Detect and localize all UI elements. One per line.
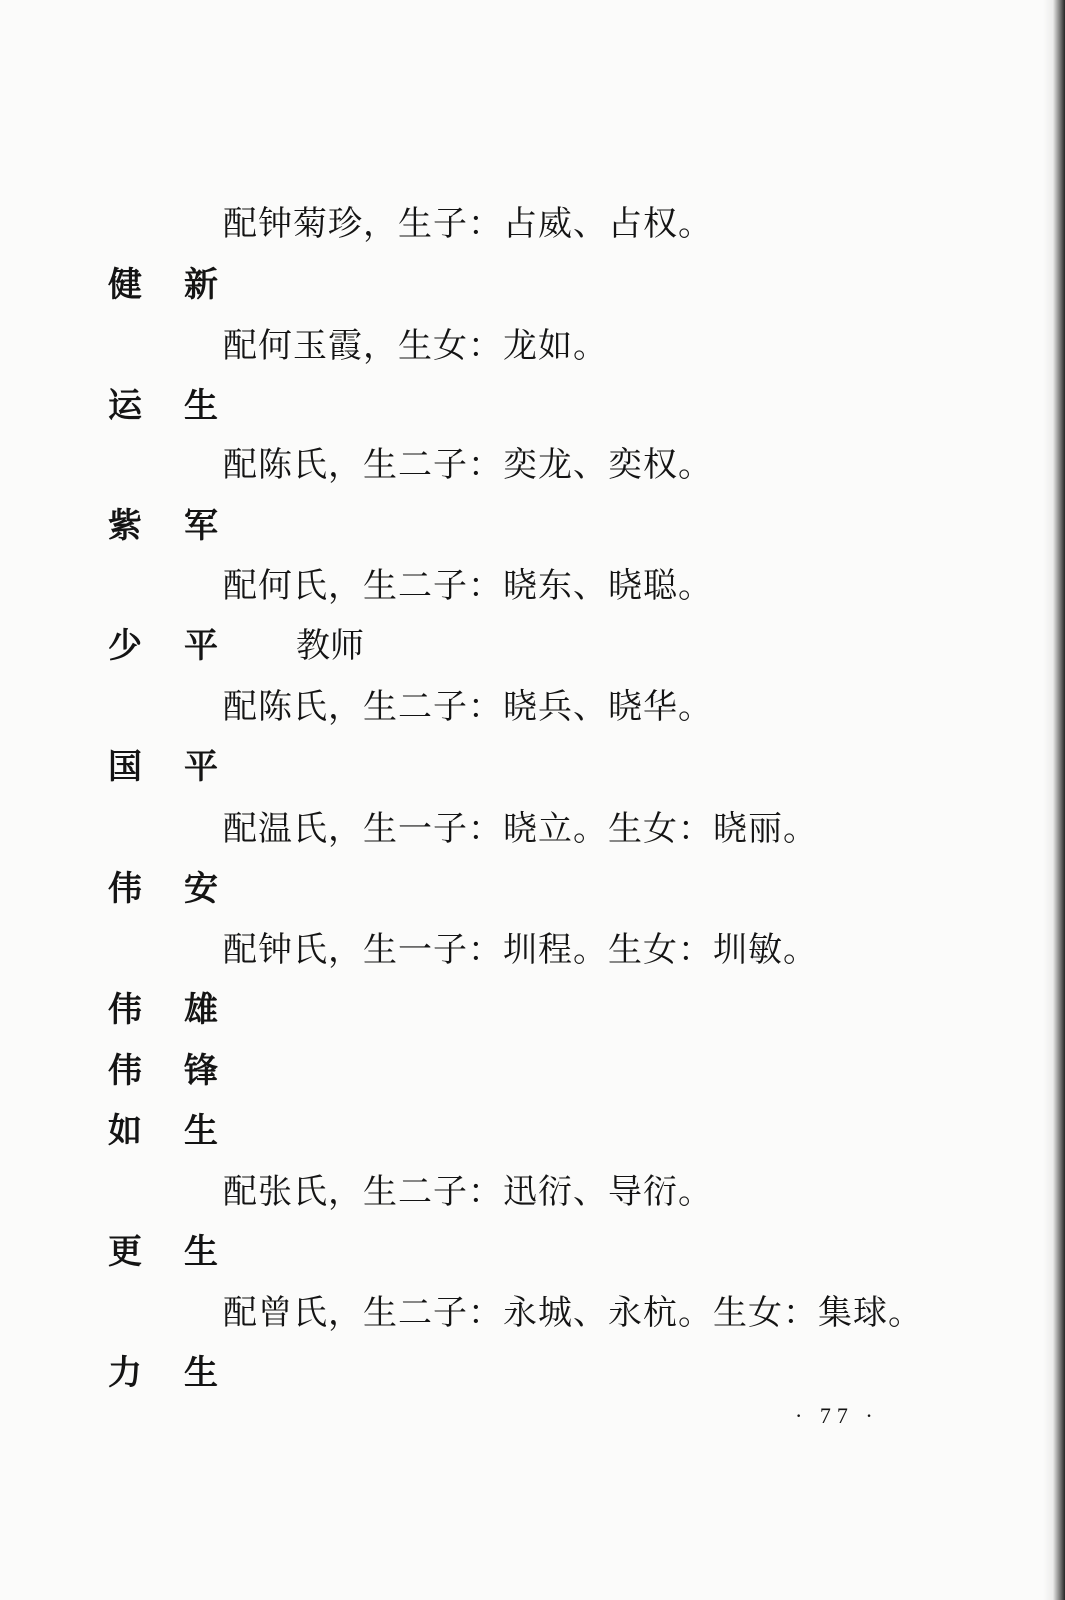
spouse-line: 配曾氏，生二子：永城、永杭。生女：集球。 [223,1293,923,1333]
name-char: 紫 [108,506,142,546]
member-name [108,1345,218,1394]
name-char: 运 [108,386,142,426]
name-char: 生 [184,1232,218,1272]
member-name [108,1103,218,1152]
name-char: 力 [108,1353,142,1393]
name-char: 伟 [108,869,142,909]
member-name [108,618,364,667]
member-name [108,1224,218,1273]
occupation-note: 教师 [296,626,364,666]
name-char: 生 [184,1353,218,1393]
name-char: 雄 [184,990,218,1030]
spouse-line: 配张氏，生二子：迅衍、导衍。 [223,1172,713,1212]
name-char: 平 [184,747,218,787]
name-char: 新 [184,265,218,305]
name-char: 如 [108,1111,142,1151]
member-name [108,498,218,547]
name-char: 军 [184,506,218,546]
spouse-line: 配钟菊珍，生子：占威、占权。 [223,204,713,244]
member-name [108,982,218,1031]
name-char: 健 [108,265,142,305]
name-char: 国 [108,747,142,787]
scan-edge-shadow [1043,0,1065,1600]
name-char: 伟 [108,990,142,1030]
member-name [108,1043,218,1092]
name-char: 更 [108,1232,142,1272]
member-name [108,861,218,910]
spouse-line: 配陈氏，生二子：奕龙、奕权。 [223,445,713,485]
member-name [108,378,218,427]
spouse-line: 配何氏，生二子：晓东、晓聪。 [223,566,713,606]
name-char: 锋 [184,1051,218,1091]
spouse-line: 配何玉霞，生女：龙如。 [223,326,608,366]
name-char: 安 [184,869,218,909]
spouse-line: 配温氏，生一子：晓立。生女：晓丽。 [223,809,818,849]
spouse-line: 配钟氏，生一子：圳程。生女：圳敏。 [223,930,818,970]
name-char: 生 [184,386,218,426]
member-name [108,739,218,788]
name-char: 平 [184,626,218,666]
page-number: · 77 · [795,1403,879,1428]
name-char: 少 [108,626,142,666]
member-name [108,257,218,306]
name-char: 生 [184,1111,218,1151]
spouse-line: 配陈氏，生二子：晓兵、晓华。 [223,687,713,727]
name-char: 伟 [108,1051,142,1091]
